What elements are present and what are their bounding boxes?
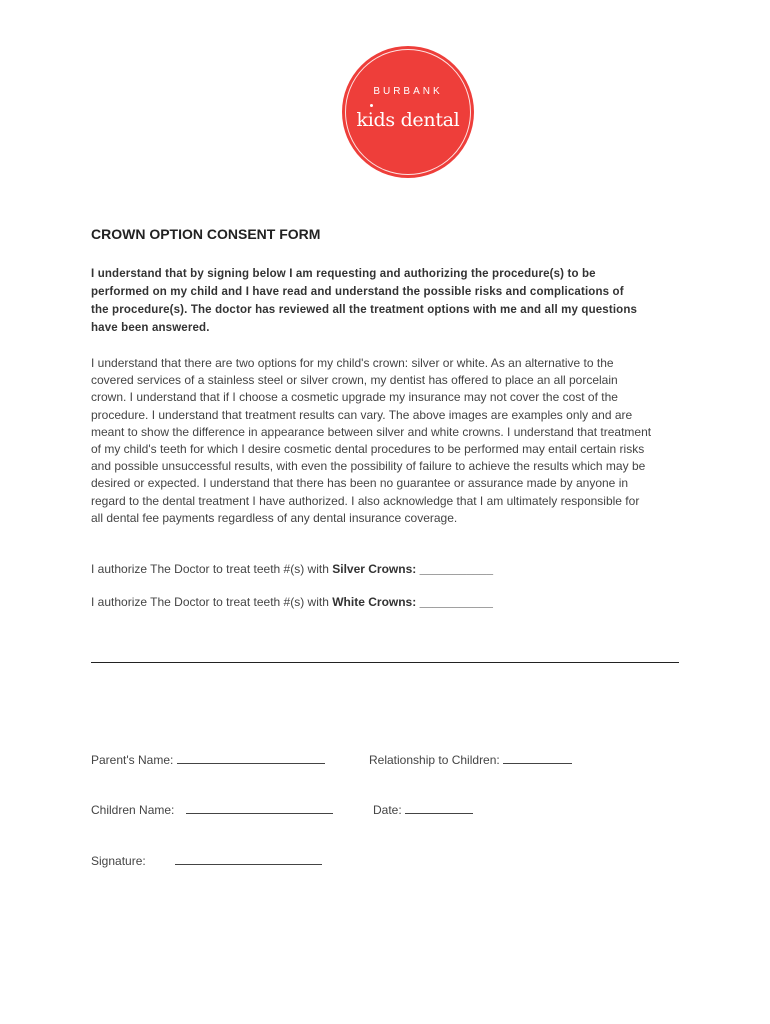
parent-name-field (91, 753, 325, 767)
burbank-kids-dental-logo (342, 46, 474, 178)
consent-line: and possible unsuccessful results, with even the possibility of failure to achieve the results which may be (91, 459, 646, 474)
form-title: CROWN OPTION CONSENT FORM (91, 226, 321, 242)
children-name-label: Children Name: (91, 803, 175, 817)
date-field (373, 803, 473, 817)
date-input-line[interactable] (405, 803, 473, 814)
divider-line (91, 662, 679, 663)
white-auth-text: I authorize The Doctor to treat teeth #(s) with (91, 595, 333, 609)
intro-paragraph (91, 265, 691, 337)
intro-line: performed on my child and I have read and understand the possible risks and complications of (91, 286, 624, 298)
relationship-input-line[interactable] (503, 753, 572, 764)
consent-line: I understand that there are two options for my child's crown: silver or white. As an alternative to the (91, 356, 614, 370)
consent-line: meant to show the difference in appearance between silver and white crowns. I understand that treatment (91, 424, 652, 439)
logo-bottom-text: kids dental (356, 109, 460, 131)
intro-line: have been answered. (91, 322, 210, 334)
consent-line: procedure. I understand that treatment results can vary. The above images are examples only and are (91, 407, 633, 422)
signature-field (91, 854, 322, 868)
white-crowns-label: White Crowns: (332, 595, 417, 609)
consent-line: crown. I understand that if I choose a cosmetic upgrade my insurance may not cover the cost of the (91, 390, 618, 405)
consent-line: regard to the dental treatment I have authorized. I also acknowledge that I am ultimately responsible for (91, 493, 640, 508)
signature-input-line[interactable] (175, 854, 322, 865)
silver-crowns-label: Silver Crowns: (332, 562, 417, 576)
silver-crowns-blank[interactable]: ___________ (416, 562, 494, 576)
consent-line: desired or expected. I understand that there has been no guarantee or assurance made by anyone in (91, 476, 629, 491)
date-label: Date: (373, 803, 402, 817)
signature-label: Signature: (91, 854, 146, 868)
intro-line: the procedure(s). The doctor has reviewed all the treatment options with me and all my questions (91, 304, 638, 316)
logo-top-text: BURBANK (373, 86, 443, 97)
children-name-field (91, 803, 333, 817)
relationship-field (369, 753, 572, 767)
silver-auth-text: I authorize The Doctor to treat teeth #(s) with (91, 562, 333, 576)
white-crowns-blank[interactable]: ___________ (416, 595, 493, 609)
consent-line: covered services of a stainless steel or silver crown, my dentist has offered to place an all porcelain (91, 373, 618, 388)
parent-name-input-line[interactable] (177, 753, 325, 764)
white-crowns-authorization (91, 595, 493, 609)
parent-name-label: Parent's Name: (91, 753, 174, 767)
consent-line: all dental fee payments regardless of any dental insurance coverage. (91, 510, 458, 525)
silver-crowns-authorization (91, 562, 493, 576)
consent-line: of my child's teeth for which I desire cosmetic dental procedures to be performed may entail certain risks (91, 442, 645, 457)
children-name-input-line[interactable] (186, 803, 333, 814)
relationship-label: Relationship to Children: (369, 753, 500, 767)
intro-line: I understand that by signing below I am requesting and authorizing the procedure(s) to be (91, 268, 596, 280)
consent-paragraph (91, 355, 691, 527)
logo-dot (370, 104, 373, 107)
